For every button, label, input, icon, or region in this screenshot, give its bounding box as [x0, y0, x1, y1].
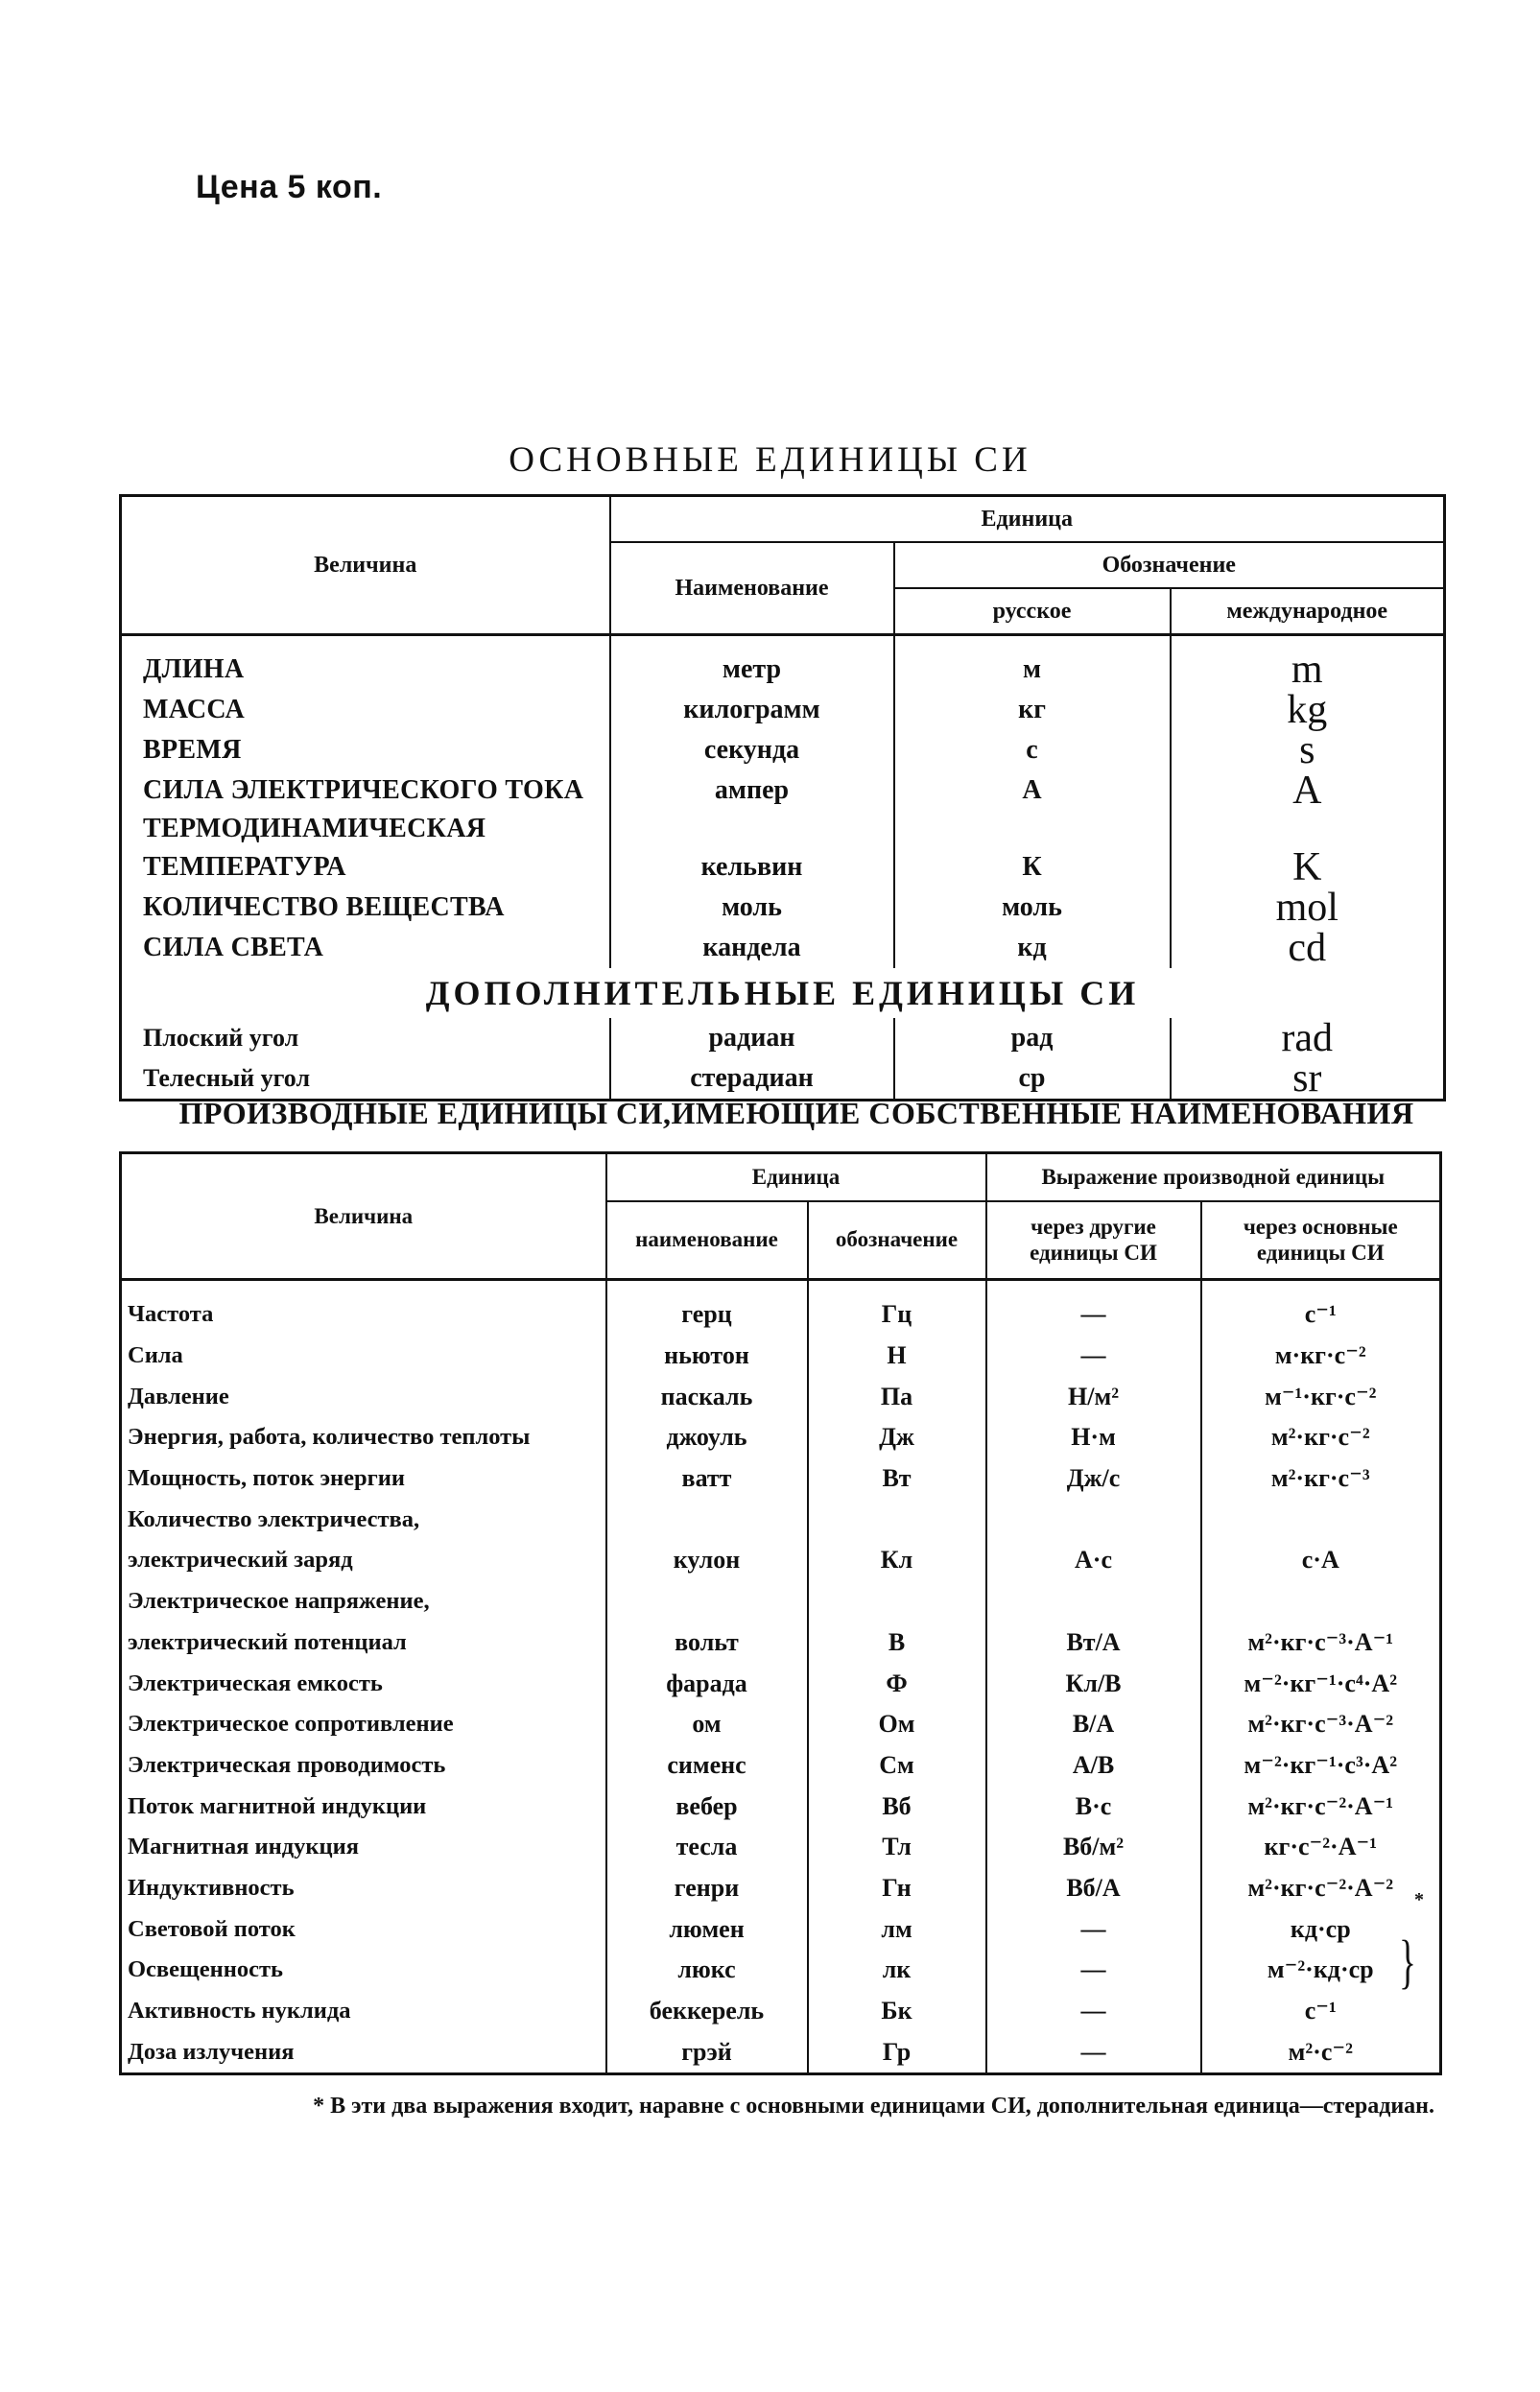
footnote-mark: *	[1414, 1889, 1425, 1911]
intl-symbol-cell: m	[1171, 650, 1445, 690]
header-designation: Обозначение	[894, 542, 1445, 588]
header-russian: русское	[894, 588, 1171, 635]
table-row	[121, 1581, 1441, 1622]
table-row	[121, 1294, 1441, 1336]
via-other-cell: Н·м	[986, 1417, 1201, 1458]
symbol-cell: Па	[808, 1376, 986, 1417]
table-row	[121, 1499, 1441, 1540]
symbol-cell: лк	[808, 1950, 986, 1991]
name-cell	[606, 1581, 808, 1622]
quantity-cell: Электрическая проводимость	[128, 1751, 446, 1778]
header-international: международное	[1171, 588, 1445, 635]
table-row	[121, 888, 1445, 928]
symbol-cell: В	[808, 1622, 986, 1664]
quantity-cell: Частота	[128, 1301, 214, 1328]
quantity-cell: Количество электричества,	[128, 1505, 420, 1532]
via-other-cell: Кл/В	[986, 1663, 1201, 1704]
header-unit: Единица	[610, 496, 1445, 543]
russian-symbol-cell: с	[894, 730, 1171, 770]
via-base-cell: с⁻¹	[1201, 1991, 1441, 2032]
symbol-cell: Гр	[808, 2031, 986, 2073]
table-row	[121, 1417, 1441, 1458]
table-row	[121, 1950, 1441, 1991]
table-row	[121, 1827, 1441, 1868]
via-other-cell: Вб/м²	[986, 1827, 1201, 1868]
russian-symbol-cell: К	[894, 847, 1171, 888]
name-cell: ньютон	[606, 1336, 808, 1377]
table-row	[121, 770, 1445, 811]
name-cell: генри	[606, 1868, 808, 1909]
header-name: Наименование	[610, 542, 894, 635]
symbol-cell: Бк	[808, 1991, 986, 2032]
supplementary-units-title: ДОПОЛНИТЕЛЬНЫЕ ЕДИНИЦЫ СИ	[425, 974, 1140, 1012]
table-row	[121, 650, 1445, 690]
table-row	[121, 928, 1445, 968]
table-row	[121, 1868, 1441, 1909]
symbol-cell: Ом	[808, 1704, 986, 1745]
header-via-base: через основные единицы СИ	[1201, 1201, 1441, 1280]
quantity-cell: электрический потенциал	[128, 1628, 407, 1655]
name-cell: ватт	[606, 1458, 808, 1500]
header-via-other: через другие единицы СИ	[986, 1201, 1201, 1280]
symbol-cell: лм	[808, 1908, 986, 1950]
russian-symbol-cell: рад	[894, 1018, 1171, 1058]
via-base-cell: м⁻²·кг⁻¹·с³·А²	[1201, 1745, 1441, 1787]
quantity-cell: Мощность, поток энергии	[128, 1465, 406, 1492]
table-row	[121, 1704, 1441, 1745]
via-other-cell: —	[986, 1991, 1201, 2032]
symbol-cell: См	[808, 1745, 986, 1787]
symbol-cell: Гн	[808, 1868, 986, 1909]
quantity-cell: Световой поток	[128, 1915, 296, 1942]
via-base-cell: м²·кг·с⁻³·А⁻¹	[1201, 1622, 1441, 1664]
via-base-cell: м·кг·с⁻²	[1201, 1336, 1441, 1377]
symbol-cell: Дж	[808, 1417, 986, 1458]
via-base-cell	[1201, 1499, 1441, 1540]
quantity-cell: Освещенность	[128, 1956, 283, 1983]
name-cell: ампер	[610, 770, 894, 811]
russian-symbol-cell: кд	[894, 928, 1171, 968]
intl-symbol-cell: s	[1171, 730, 1445, 770]
russian-symbol-cell: ср	[894, 1058, 1171, 1101]
via-other-cell	[986, 1581, 1201, 1622]
table-row	[121, 690, 1445, 730]
quantity-cell: Магнитная индукция	[128, 1834, 359, 1860]
name-cell: беккерель	[606, 1991, 808, 2032]
via-base-cell: м²·кг·с⁻³·А⁻²	[1201, 1704, 1441, 1745]
intl-symbol-cell	[1171, 811, 1445, 847]
derived-units-title: ПРОИЗВОДНЫЕ ЕДИНИЦЫ СИ,ИМЕЮЩИЕ СОБСТВЕННЫЕ НАИМЕНОВАНИЯ	[178, 1096, 1414, 1130]
via-other-cell: —	[986, 1950, 1201, 1991]
quantity-cell: Активность нуклида	[128, 1998, 351, 2025]
intl-symbol-cell: K	[1171, 847, 1445, 888]
name-cell: джоуль	[606, 1417, 808, 1458]
quantity-cell: Индуктивность	[128, 1874, 295, 1901]
quantity-cell: Электрическое сопротивление	[128, 1711, 454, 1738]
via-other-cell: В/А	[986, 1704, 1201, 1745]
name-cell: радиан	[610, 1018, 894, 1058]
table-row	[121, 1622, 1441, 1664]
name-cell: фарада	[606, 1663, 808, 1704]
table-row	[121, 730, 1445, 770]
quantity-cell: Плоский угол	[143, 1024, 299, 1052]
via-other-cell: Вб/А	[986, 1868, 1201, 1909]
via-other-cell: В·с	[986, 1786, 1201, 1827]
symbol-cell	[808, 1581, 986, 1622]
name-cell: люкс	[606, 1950, 808, 1991]
name-cell: люмен	[606, 1908, 808, 1950]
table-row	[121, 1991, 1441, 2032]
name-cell: моль	[610, 888, 894, 928]
derived-units-table	[119, 1151, 1442, 2075]
quantity-cell: СИЛА СВЕТА	[143, 933, 324, 962]
intl-symbol-cell: sr	[1171, 1058, 1445, 1101]
via-base-cell: м²·кг·с⁻²·А⁻¹	[1201, 1786, 1441, 1827]
table-row	[121, 2031, 1441, 2073]
via-other-cell: Н/м²	[986, 1376, 1201, 1417]
header-unit: Единица	[606, 1153, 986, 1201]
base-units-title: ОСНОВНЫЕ ЕДИНИЦЫ СИ	[509, 440, 1031, 480]
name-cell: грэй	[606, 2031, 808, 2073]
brace-glyph: }	[1399, 1930, 1417, 1995]
russian-symbol-cell: моль	[894, 888, 1171, 928]
russian-symbol-cell	[894, 811, 1171, 847]
symbol-cell	[808, 1499, 986, 1540]
base-units-table	[119, 494, 1446, 1101]
table-row	[121, 811, 1445, 847]
via-other-cell: —	[986, 1294, 1201, 1336]
name-cell: килограмм	[610, 690, 894, 730]
via-base-cell: м⁻²·кг⁻¹·с⁴·А²	[1201, 1663, 1441, 1704]
name-cell: тесла	[606, 1827, 808, 1868]
footnote: * В эти два выражения входит, наравне с основными единицами СИ, дополнительная единица—стерадиан.	[313, 2094, 1434, 2119]
via-base-cell: м²·с⁻²	[1201, 2031, 1441, 2073]
via-base-cell: кг·с⁻²·А⁻¹	[1201, 1827, 1441, 1868]
table-row	[121, 1540, 1441, 1581]
name-cell: кулон	[606, 1540, 808, 1581]
quantity-cell: ДЛИНА	[143, 654, 245, 684]
name-cell: сименс	[606, 1745, 808, 1787]
quantity-cell: Электрическая емкость	[128, 1670, 383, 1696]
quantity-cell: Сила	[128, 1342, 183, 1369]
via-other-cell	[986, 1499, 1201, 1540]
table-row	[121, 1058, 1445, 1101]
header-symbol: обозначение	[808, 1201, 986, 1280]
symbol-cell: Гц	[808, 1294, 986, 1336]
intl-symbol-cell: mol	[1171, 888, 1445, 928]
table-row	[121, 1786, 1441, 1827]
quantity-cell: электрический заряд	[128, 1547, 353, 1574]
quantity-cell: Энергия, работа, количество теплоты	[128, 1424, 531, 1451]
quantity-cell: Доза излучения	[128, 2038, 295, 2065]
table-row	[121, 1336, 1441, 1377]
via-base-cell: м²·кг·с⁻²	[1201, 1417, 1441, 1458]
name-cell	[610, 811, 894, 847]
symbol-cell: Кл	[808, 1540, 986, 1581]
russian-symbol-cell: А	[894, 770, 1171, 811]
via-base-text: кд·ср	[1290, 1914, 1351, 1943]
russian-symbol-cell: кг	[894, 690, 1171, 730]
via-other-cell: А·с	[986, 1540, 1201, 1581]
name-cell: ом	[606, 1704, 808, 1745]
quantity-cell: Электрическое напряжение,	[128, 1588, 430, 1615]
via-other-cell: —	[986, 2031, 1201, 2073]
header-expression: Выражение производной единицы	[986, 1153, 1441, 1201]
name-cell: вебер	[606, 1786, 808, 1827]
table-row	[121, 1908, 1441, 1950]
symbol-cell: Вт	[808, 1458, 986, 1500]
table-row	[121, 1018, 1445, 1058]
intl-symbol-cell: cd	[1171, 928, 1445, 968]
name-cell: кельвин	[610, 847, 894, 888]
quantity-cell: ВРЕМЯ	[143, 735, 242, 765]
intl-symbol-cell: kg	[1171, 690, 1445, 730]
quantity-cell: ТЕРМОДИНАМИЧЕСКАЯ	[143, 814, 486, 843]
symbol-cell: Ф	[808, 1663, 986, 1704]
via-base-cell: с·А	[1201, 1540, 1441, 1581]
name-cell: вольт	[606, 1622, 808, 1664]
table-row	[121, 1663, 1441, 1704]
via-other-cell: А/В	[986, 1745, 1201, 1787]
via-other-cell: —	[986, 1336, 1201, 1377]
name-cell	[606, 1499, 808, 1540]
russian-symbol-cell: м	[894, 650, 1171, 690]
symbol-cell: Н	[808, 1336, 986, 1377]
via-other-cell: Вт/А	[986, 1622, 1201, 1664]
intl-symbol-cell: rad	[1171, 1018, 1445, 1058]
via-other-cell: Дж/с	[986, 1458, 1201, 1500]
via-base-text: м⁻²·кд·ср	[1267, 1955, 1374, 1984]
name-cell: герц	[606, 1294, 808, 1336]
quantity-cell: КОЛИЧЕСТВО ВЕЩЕСТВА	[143, 892, 505, 922]
header-name: наименование	[606, 1201, 808, 1280]
table-row	[121, 1376, 1441, 1417]
via-base-cell: м⁻¹·кг·с⁻²	[1201, 1376, 1441, 1417]
header-quantity: Величина	[121, 1153, 606, 1280]
via-base-cell	[1201, 1930, 1441, 1995]
quantity-cell: Давление	[128, 1383, 229, 1409]
name-cell: секунда	[610, 730, 894, 770]
via-base-cell: м²·кг·с⁻²·А⁻²	[1201, 1868, 1441, 1909]
via-base-cell: с⁻¹	[1201, 1294, 1441, 1336]
intl-symbol-cell: A	[1171, 770, 1445, 811]
quantity-cell: Поток магнитной индукции	[128, 1792, 427, 1819]
name-cell: метр	[610, 650, 894, 690]
quantity-cell: Телесный угол	[143, 1064, 311, 1092]
symbol-cell: Тл	[808, 1827, 986, 1868]
via-base-cell	[1201, 1581, 1441, 1622]
quantity-cell: ТЕМПЕРАТУРА	[143, 852, 346, 882]
name-cell: стерадиан	[610, 1058, 894, 1101]
price-label: Цена 5 коп.	[196, 169, 383, 205]
name-cell: паскаль	[606, 1376, 808, 1417]
name-cell: кандела	[610, 928, 894, 968]
table-row	[121, 1745, 1441, 1787]
quantity-cell: СИЛА ЭЛЕКТРИЧЕСКОГО ТОКА	[143, 775, 584, 805]
table-row	[121, 847, 1445, 888]
header-quantity: Величина	[121, 496, 610, 635]
via-other-cell: —	[986, 1908, 1201, 1950]
via-base-cell: м²·кг·с⁻³	[1201, 1458, 1441, 1500]
symbol-cell: Вб	[808, 1786, 986, 1827]
quantity-cell: МАССА	[143, 695, 246, 724]
table-row	[121, 1458, 1441, 1500]
